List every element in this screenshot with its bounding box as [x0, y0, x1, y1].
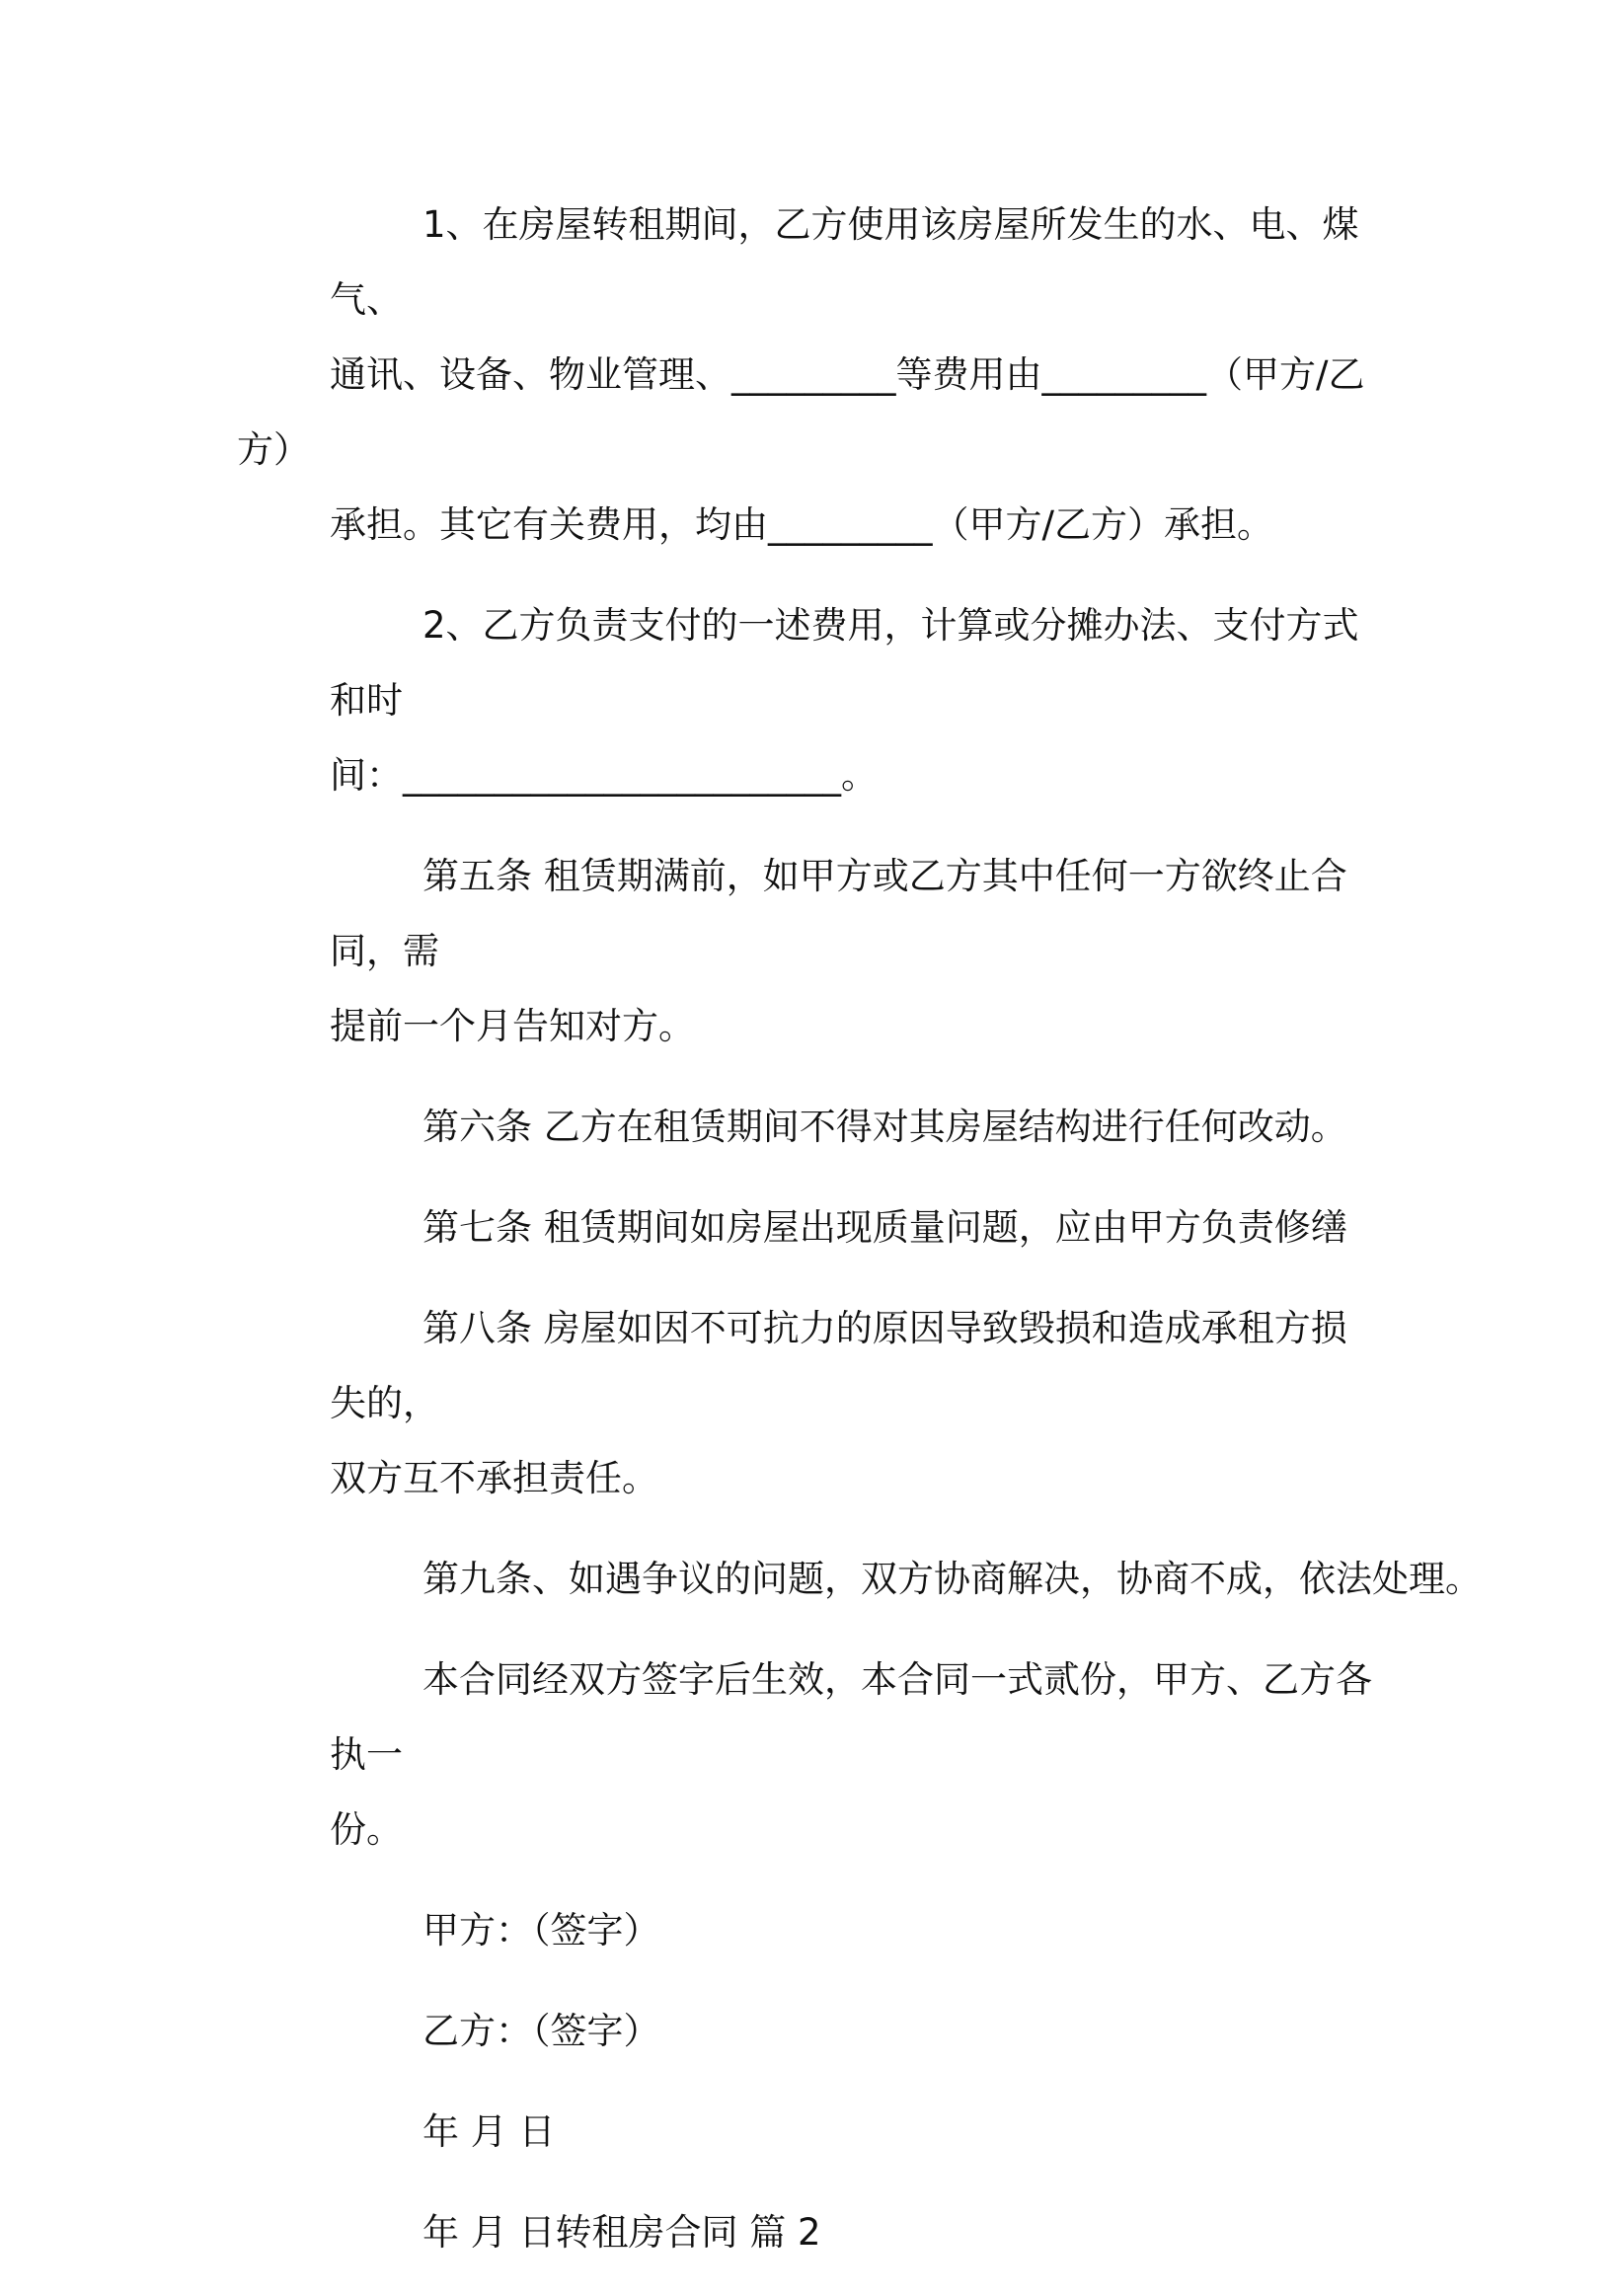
text-line: 提前一个月告知对方。 [330, 1005, 695, 1047]
text-line: 份。 [330, 1808, 403, 1851]
text-line: 第九条、如遇争议的问题，双方协商解决，协商不成，依法处理。 [422, 1558, 1482, 1600]
text-line: 第八条 房屋如因不可抗力的原因导致毁损和造成承租方损失的， [330, 1307, 1347, 1424]
text-line: 年 月 日转租房合同 篇 2 [422, 2211, 821, 2254]
text-line: 本合同经双方签字后生效，本合同一式贰份，甲方、乙方各执一 [330, 1658, 1372, 1776]
article-6 [237, 1090, 1382, 1165]
text-line: 2、乙方负责支付的一述费用，计算或分摊办法、支付方式和时 [330, 604, 1359, 722]
next-section-heading [237, 2195, 1382, 2270]
text-line: 第五条 租赁期满前，如甲方或乙方其中任何一方欲终止合同，需 [330, 855, 1347, 972]
document-body [237, 188, 1482, 2296]
article-7 [237, 1190, 1382, 1265]
party-b-signature [237, 1994, 1382, 2069]
text-line: 间：________________________。 [330, 754, 878, 797]
text-line: 通讯、设备、物业管理、_________等费用由_________（甲方/乙方） [237, 353, 1365, 471]
text-line: 年 月 日 [422, 2110, 556, 2153]
effect-clause [237, 1643, 1382, 1868]
article-9 [237, 1542, 1482, 1617]
text-line: 第六条 乙方在租赁期间不得对其房屋结构进行任何改动。 [422, 1106, 1347, 1148]
text-line: 甲方：（签字） [422, 1909, 660, 1952]
article-5 [237, 839, 1382, 1064]
clause-4-item-1 [237, 188, 1382, 563]
text-line: 双方互不承担责任。 [330, 1457, 658, 1499]
text-line: 1、在房屋转租期间，乙方使用该房屋所发生的水、电、煤气、 [330, 203, 1359, 321]
text-line: 承担。其它有关费用，均由_________（甲方/乙方）承担。 [330, 503, 1273, 546]
text-line: 第七条 租赁期间如房屋出现质量问题，应由甲方负责修缮 [422, 1206, 1347, 1249]
party-a-signature [237, 1893, 1382, 1968]
signature-date [237, 2095, 1382, 2170]
text-line: 乙方：（签字） [422, 2010, 660, 2052]
article-8 [237, 1291, 1382, 1516]
clause-4-item-2 [237, 588, 1382, 813]
